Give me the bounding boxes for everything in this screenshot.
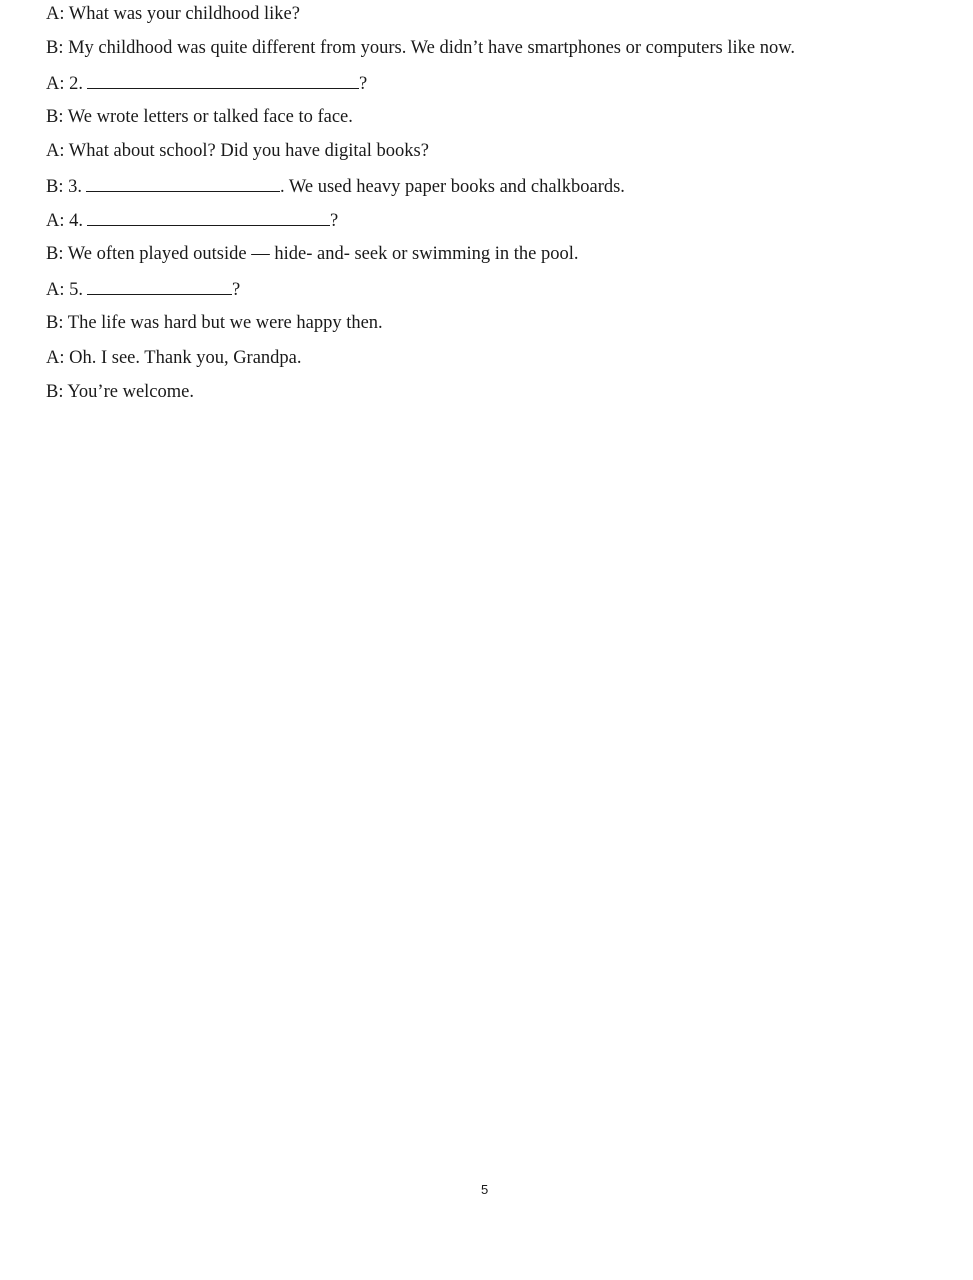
question-number-5: A: 5.: [46, 280, 83, 300]
dialogue-line-7: [46, 207, 338, 234]
dialogue-line-1: A: What was your childhood like?: [46, 4, 300, 24]
question-number-2: A: 2.: [46, 74, 83, 94]
dialogue-line-5: A: What about school? Did you have digital books?: [46, 141, 429, 161]
page-number: 5: [481, 1182, 489, 1197]
dialogue-line-6: [46, 173, 625, 200]
dialogue-line-8: B: We often played outside — hide- and- seek or swimming in the pool.: [46, 244, 579, 264]
answer-blank-5[interactable]: [87, 276, 232, 295]
answer-blank-4[interactable]: [87, 207, 330, 226]
dialogue-line-2: B: My childhood was quite different from yours. We didn’t have smartphones or computers like now.: [46, 38, 795, 58]
line-suffix-3: . We used heavy paper books and chalkboards.: [279, 177, 625, 197]
line-suffix-4: ?: [330, 211, 339, 231]
answer-blank-2[interactable]: [87, 70, 359, 89]
dialogue-line-11: A: Oh. I see. Thank you, Grandpa.: [46, 348, 302, 368]
dialogue-line-12: B: You’re welcome.: [46, 382, 194, 402]
question-number-3: B: 3.: [46, 177, 82, 197]
dialogue-line-9: [46, 276, 240, 303]
answer-blank-3[interactable]: [86, 173, 280, 192]
line-suffix-5: ?: [232, 280, 241, 300]
dialogue-line-10: B: The life was hard but we were happy then.: [46, 313, 383, 333]
dialogue-line-3: [46, 70, 367, 97]
question-number-4: A: 4.: [46, 211, 83, 231]
dialogue-line-4: B: We wrote letters or talked face to face.: [46, 107, 353, 127]
line-suffix-2: ?: [359, 74, 368, 94]
